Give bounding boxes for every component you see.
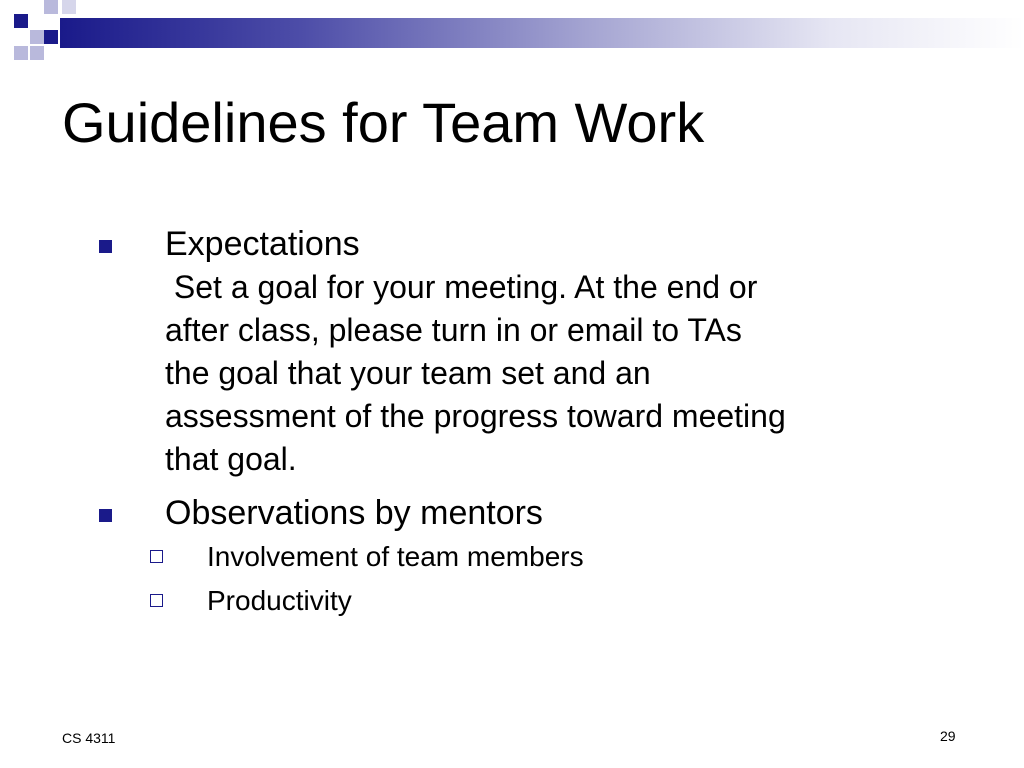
sub-bullet-item <box>0 535 1024 579</box>
square-bullet-icon <box>99 509 112 522</box>
bullet-item <box>0 491 955 535</box>
hollow-square-bullet-icon <box>150 550 163 563</box>
slide-title: Guidelines for Team Work <box>62 91 705 154</box>
header-square-decoration <box>44 30 58 44</box>
header-square-decoration <box>62 0 76 14</box>
paragraph-line: after class, please turn in or email to TAs <box>165 312 742 348</box>
paragraph-line: Set a goal for your meeting. At the end or <box>173 269 758 305</box>
header-gradient-bar <box>60 18 1024 48</box>
slide-content <box>0 222 1024 623</box>
header-square-decoration <box>44 0 58 14</box>
sub-bullet-label: Productivity <box>207 585 352 616</box>
header-square-decoration <box>30 30 44 44</box>
square-bullet-icon <box>99 240 112 253</box>
footer-course: CS 4311 <box>62 730 116 746</box>
bullet-label: Observations by mentors <box>165 494 543 532</box>
footer-page-number: 29 <box>940 728 956 744</box>
hollow-square-bullet-icon <box>150 594 163 607</box>
paragraph-line: the goal that your team set and an <box>165 355 651 391</box>
header-square-decoration <box>14 14 28 28</box>
sub-bullet-label: Involvement of team members <box>207 541 584 572</box>
bullet-paragraph <box>0 266 1024 481</box>
bullet-item <box>0 222 955 266</box>
paragraph-line: that goal. <box>165 441 297 477</box>
header-square-decoration <box>30 46 44 60</box>
sub-bullet-item <box>0 579 1024 623</box>
paragraph-line: assessment of the progress toward meeting <box>165 398 786 434</box>
bullet-label: Expectations <box>165 225 360 263</box>
header-square-decoration <box>14 46 28 60</box>
